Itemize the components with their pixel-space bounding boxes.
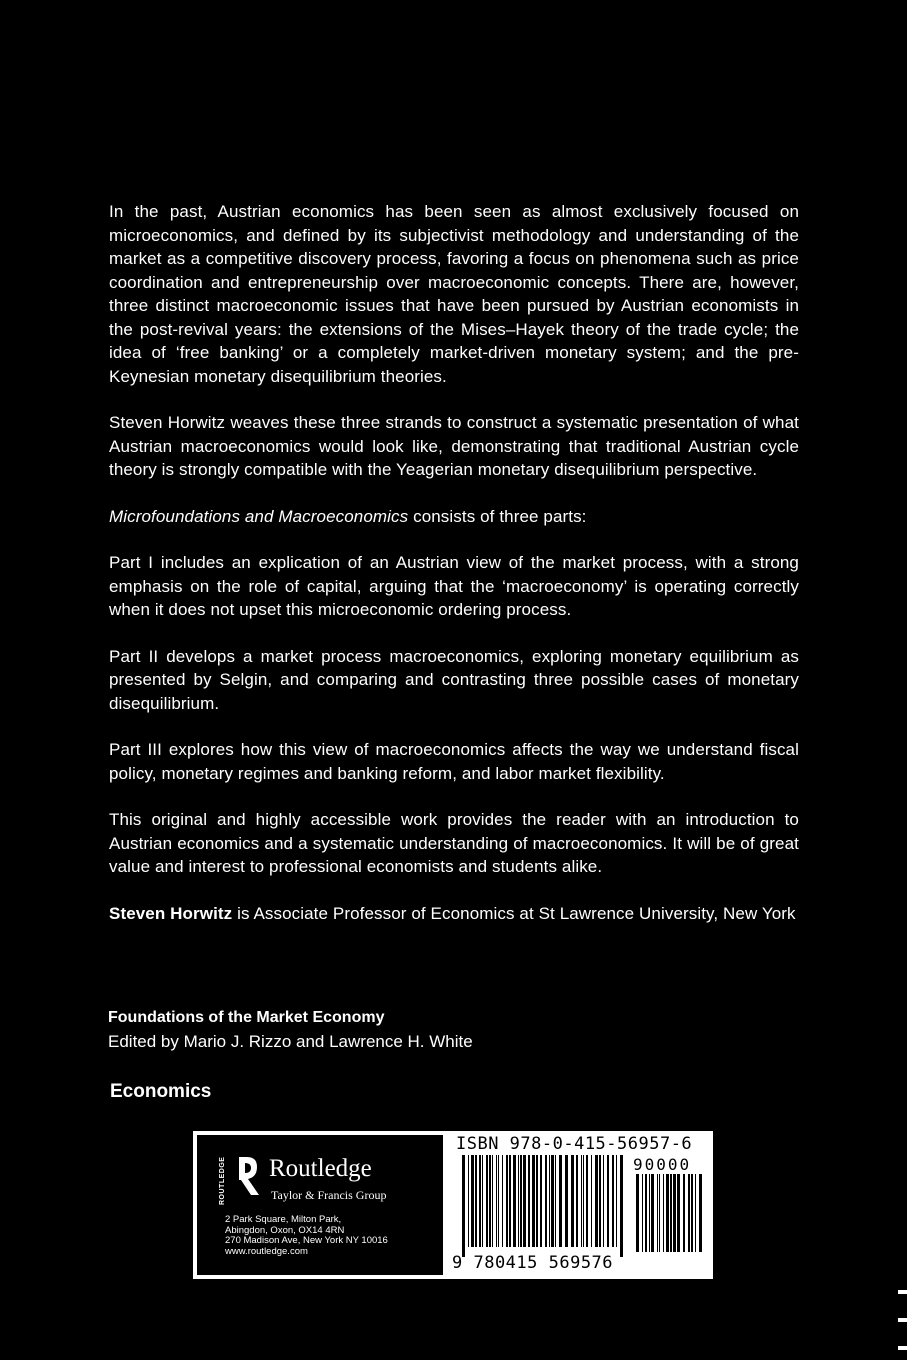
address-line: Abingdon, Oxon, OX14 4RN — [225, 1224, 345, 1236]
price-code: 90000 — [633, 1155, 692, 1174]
blurb-paragraph-3 — [109, 505, 799, 529]
blurb-text — [109, 200, 799, 925]
address-line: 2 Park Square, Milton Park, — [225, 1214, 342, 1225]
series-title: Foundations of the Market Economy — [108, 1009, 385, 1026]
blurb-paragraph-part-1: Part I includes an explication of an Austrian view of the market process, with a strong emphasis on the role of capital, arguing that the ‘macroeconomy’ is operating correctly when it does not upset this microeconomic ordering process. — [109, 553, 799, 619]
series-editors: Edited by Mario J. Rizzo and Lawrence H. White — [108, 1032, 473, 1051]
author-bio-text: is Associate Professor of Economics at St Lawrence University, New York — [232, 903, 796, 923]
barcode-area — [448, 1131, 713, 1279]
blurb-paragraph-part-2: Part II develops a market process macroeconomics, exploring monetary equilibrium as presented by Selgin, and comparing and contrasting three possible cases of monetary disequilibrium. — [109, 646, 799, 713]
publisher-group: Taylor & Francis Group — [271, 1188, 387, 1202]
author-name: Steven Horwitz — [109, 903, 233, 923]
edge-mark — [898, 1346, 907, 1350]
ean-barcode-icon — [462, 1155, 624, 1257]
publisher-name: Routledge — [269, 1155, 372, 1182]
routledge-logo-icon — [221, 1155, 261, 1205]
parts-intro: consists of three parts: — [408, 506, 587, 526]
blurb-paragraph-part-3: Part III explores how this view of macroeconomics affects the way we understand fiscal policy, monetary regimes and banking reform, and labor market flexibility. — [109, 740, 799, 783]
publisher-panel — [197, 1135, 443, 1275]
blurb-paragraph-2: Steven Horwitz weaves these three strands to construct a systematic presentation of what Austrian macroeconomics would look like, demonstrating that traditional Austrian cycle theory is strongly compatible with the Yeagerian monetary disequilibrium perspective. — [109, 413, 799, 479]
edge-mark — [898, 1290, 907, 1294]
author-bio — [109, 902, 799, 926]
isbn-text: ISBN 978-0-415-56957-6 — [456, 1134, 693, 1154]
series-info — [108, 1006, 473, 1054]
publisher-address — [225, 1215, 388, 1257]
edge-mark — [898, 1318, 907, 1322]
book-title-italic: Microfoundations and Macroeconomics — [109, 506, 409, 526]
publisher-barcode-box — [193, 1131, 713, 1279]
address-line: 270 Madison Ave, New York NY 10016 — [225, 1235, 388, 1246]
blurb-paragraph-1: In the past, Austrian economics has been seen as almost exclusively focused on microeconomics, and defined by its subjectivist methodology and understanding of the market as a competitive discovery process, favoring a focus on phenomena such as price coordination and entrepreneurship over macroeconomic concepts. There are, however, three distinct macroeconomic issues that have been pursued by Austrian economists in the post-revival years: the extensions of the Mises–Hayek theory of the trade cycle; the idea of ‘free banking’ or a completely market-driven monetary system; and the pre-Keynesian monetary disequilibrium theories. — [109, 202, 799, 386]
addon-barcode-icon — [636, 1174, 704, 1262]
publisher-vertical-label: ROUTLEDGE — [219, 1156, 226, 1205]
blurb-paragraph-summary: This original and highly accessible work provides the reader with an introduction to Austrian economics and a systematic understanding of macroeconomics. It will be of great value and interest to professional economists and students alike. — [109, 810, 799, 876]
ean-digits: 9 780415 569576 — [452, 1253, 614, 1273]
publisher-website: www.routledge.com — [225, 1245, 308, 1257]
subject-category: Economics — [110, 1081, 212, 1102]
